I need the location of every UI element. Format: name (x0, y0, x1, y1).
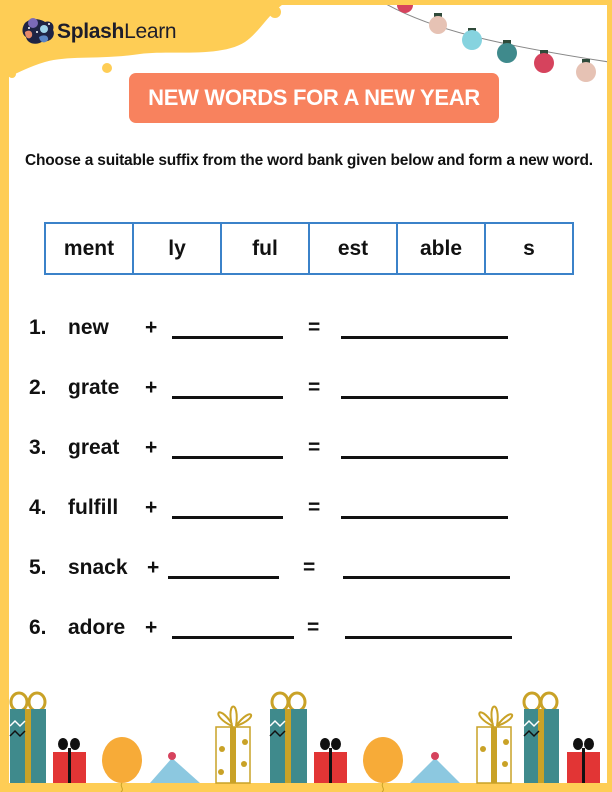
base-word: grate (68, 376, 120, 399)
question-number: 1. (29, 316, 47, 339)
party-hat-icon (410, 752, 460, 783)
instructions-text: Choose a suitable suffix from the word bank given below and form a new word. (25, 152, 593, 169)
plus-sign: + (147, 556, 160, 579)
base-word: fulfill (68, 496, 119, 519)
plus-sign: + (145, 436, 158, 459)
question-row (9, 316, 598, 346)
gold-gift-icon (477, 707, 512, 784)
question-number: 5. (29, 556, 47, 579)
gift-box-icon (10, 693, 46, 783)
word-bank-cell: s (523, 236, 535, 260)
party-decorations-border (0, 682, 612, 792)
plus-sign: + (145, 616, 158, 639)
plus-sign: + (145, 376, 158, 399)
worksheet-title: NEW WORDS FOR A NEW YEAR (148, 85, 480, 110)
word-bank-cell: able (398, 224, 486, 273)
question-row (9, 436, 598, 466)
worksheet-page (9, 5, 607, 783)
equals-sign: = (308, 496, 321, 519)
small-gift-icon (314, 738, 347, 783)
new-word-blank[interactable] (341, 516, 508, 519)
word-bank-cell: ment (46, 224, 134, 273)
question-row (9, 376, 598, 406)
new-word-blank[interactable] (343, 576, 510, 579)
equals-sign: = (308, 376, 321, 399)
gold-gift-icon (216, 707, 251, 784)
new-word-blank[interactable] (341, 456, 508, 459)
suffix-blank[interactable] (172, 456, 283, 459)
new-word-blank[interactable] (345, 636, 512, 639)
suffix-blank[interactable] (172, 636, 294, 639)
question-row (9, 496, 598, 526)
small-gift-icon (53, 738, 86, 783)
equals-sign: = (308, 436, 321, 459)
base-word: snack (68, 556, 128, 579)
plus-sign: + (145, 496, 158, 519)
equals-sign: = (303, 556, 316, 579)
question-number: 4. (29, 496, 47, 519)
question-number: 3. (29, 436, 47, 459)
new-word-blank[interactable] (341, 396, 508, 399)
base-word: new (68, 316, 109, 339)
gift-box-icon (524, 693, 559, 783)
splash-logo-icon (21, 17, 57, 47)
base-word: adore (68, 616, 126, 639)
plus-sign: + (145, 316, 158, 339)
splashlearn-logo (21, 17, 176, 47)
word-bank-cell: ful (222, 224, 310, 273)
suffix-blank[interactable] (168, 576, 279, 579)
word-bank-cell: est (310, 224, 398, 273)
question-row (9, 616, 598, 646)
gift-box-icon (270, 693, 307, 783)
equals-sign: = (307, 616, 320, 639)
new-word-blank[interactable] (341, 336, 508, 339)
equals-sign: = (308, 316, 321, 339)
suffix-blank[interactable] (172, 396, 283, 399)
word-bank-cell: ly (134, 224, 222, 273)
worksheet-title-banner (129, 73, 499, 123)
question-number: 2. (29, 376, 47, 399)
party-hat-icon (150, 752, 200, 783)
suffix-blank[interactable] (172, 516, 283, 519)
small-gift-icon (567, 738, 600, 783)
suffix-blank[interactable] (172, 336, 283, 339)
question-row (9, 556, 598, 586)
question-number: 6. (29, 616, 47, 639)
brand-name: SplashLearn (57, 20, 177, 43)
word-bank (44, 222, 574, 275)
base-word: great (68, 436, 120, 459)
